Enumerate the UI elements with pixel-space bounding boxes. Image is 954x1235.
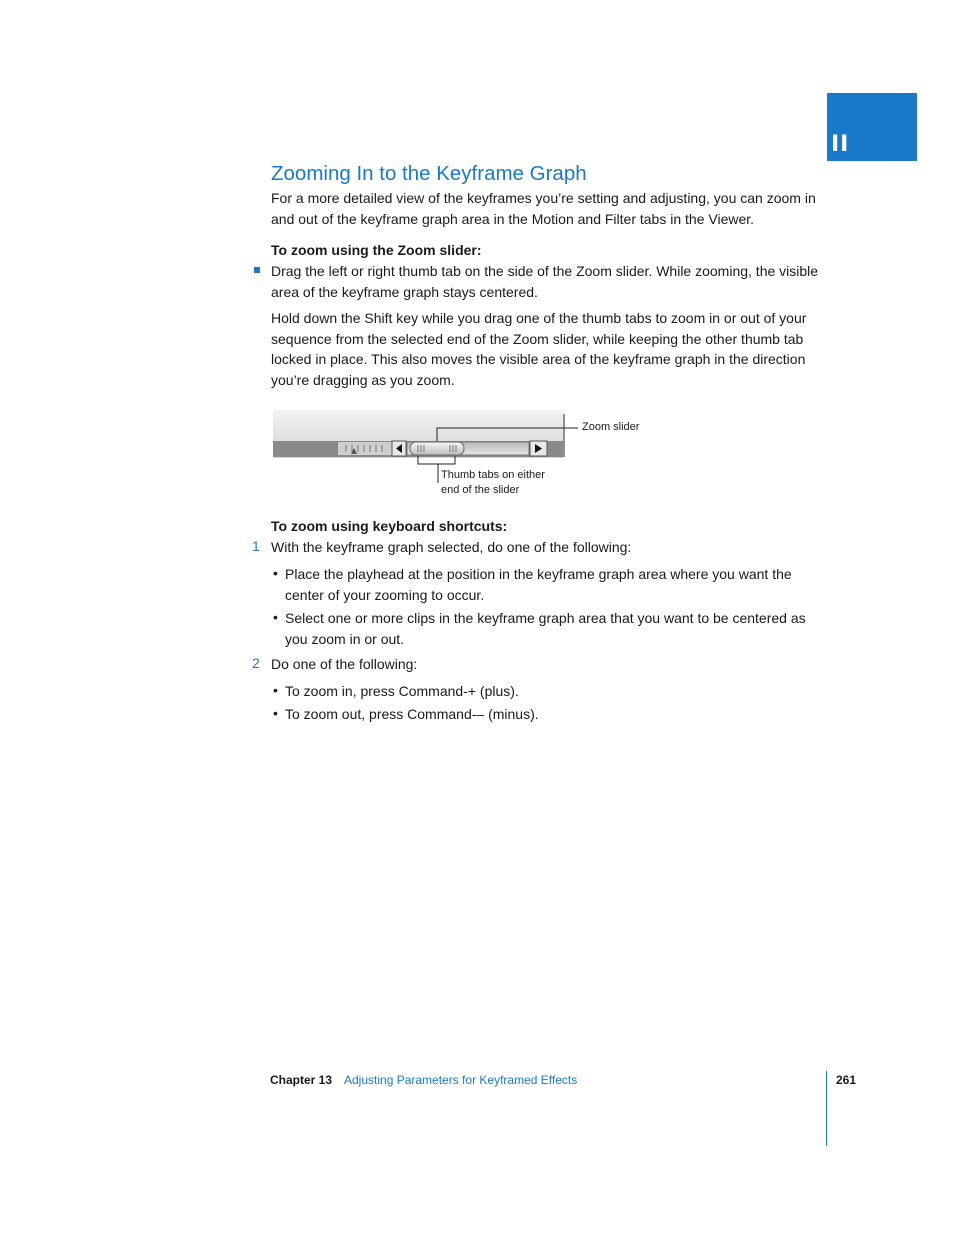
zoom-slider-callout: Zoom slider [582,421,640,433]
footer-chapter: Chapter 13 [270,1073,333,1087]
zoom-slider-step: Drag the left or right thumb tab on the side of the Zoom slider. While zooming, the visible area of the keyframe graph stays centered. [271,263,819,300]
bullet-dot: • [273,609,278,625]
page-number: 261 [836,1073,857,1087]
zoom-slider-task-heading: To zoom using the Zoom slider: [271,242,482,258]
step-2-option: To zoom in, press Command-+ (plus). [285,683,519,699]
keyboard-task-heading: To zoom using keyboard shortcuts: [271,518,508,534]
step-number: 2 [252,655,260,671]
step-2-text: Do one of the following: [271,656,418,672]
step-2-option: To zoom out, press Command-– (minus). [285,706,539,722]
footer-divider [826,1071,827,1146]
thumb-tabs-callout-line2: end of the slider [441,484,520,496]
part-tab [827,93,917,161]
step-1-text: With the keyframe graph selected, do one of the following: [271,539,632,555]
bullet-dot: • [273,705,278,721]
step-1-option: Place the playhead at the position in the keyframe graph area where you want the center of your zooming to occur. [285,566,792,603]
step-1-option: Select one or more clips in the keyframe graph area that you want to be centered as you zoom in or out. [285,610,806,647]
section-title: Zooming In to the Keyframe Graph [271,162,587,185]
footer-chapter-title: Adjusting Parameters for Keyframed Effects [344,1073,578,1087]
thumb-tabs-callout-line1: Thumb tabs on either [441,469,545,481]
intro-paragraph: For a more detailed view of the keyframes you’re setting and adjusting, you can zoom in and out of the keyframe graph area in the Motion and Filter tabs in the Viewer. [271,190,816,227]
bullet-dot: • [273,682,278,698]
square-bullet-icon [254,267,260,273]
step-number: 1 [252,538,260,554]
shift-drag-note: Hold down the Shift key while you drag one of the thumb tabs to zoom in or out of your sequence from the selected end of the Zoom slider, while keeping the other thumb tab locked in place. This also moves the visible area of the keyframe graph in the direction you’re dragging as you zoom. [271,310,807,388]
bullet-dot: • [273,565,278,581]
zoom-slider-figure [270,408,670,508]
part-tab-label: II [831,132,850,157]
